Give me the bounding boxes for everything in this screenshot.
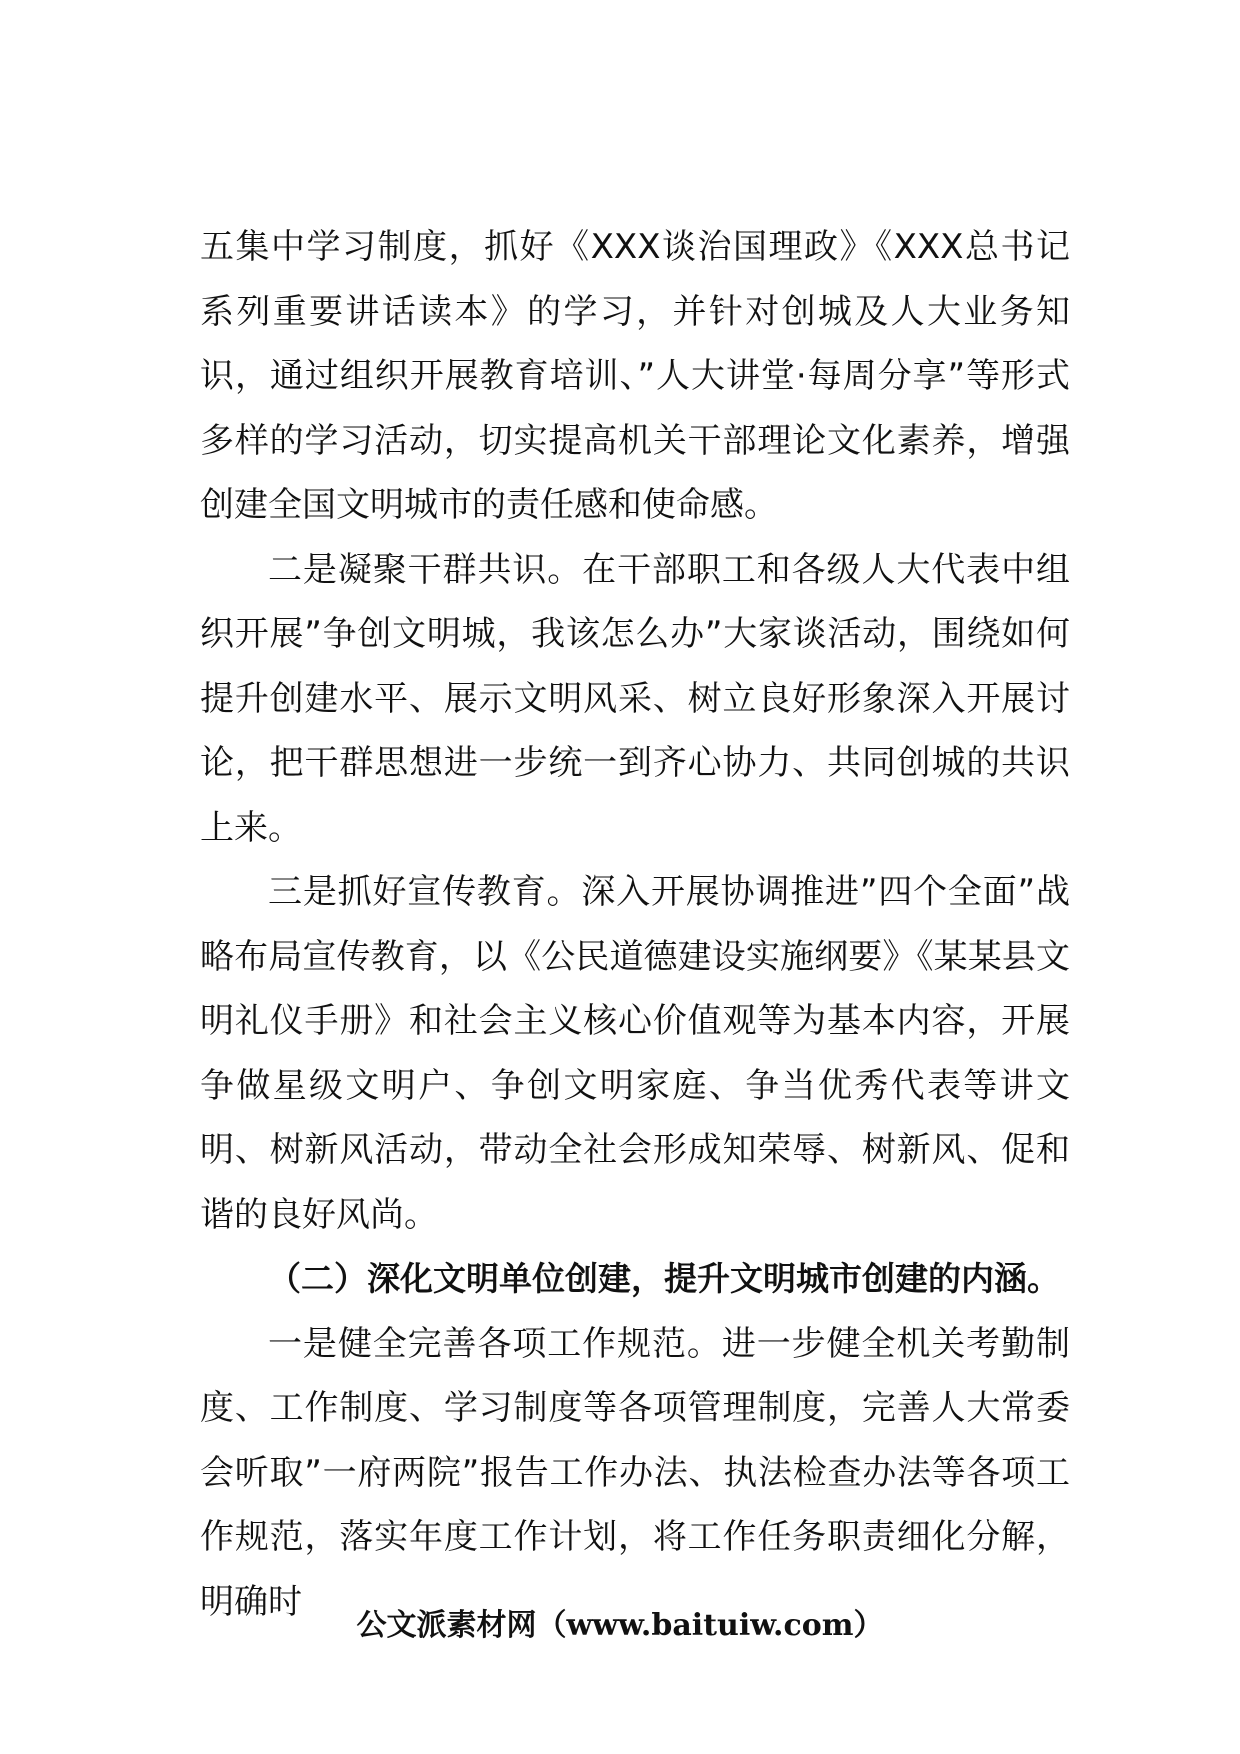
document-body	[200, 215, 1070, 1634]
section-heading: （二）深化文明单位创建，提升文明城市创建的内涵。	[268, 1259, 1060, 1298]
paragraph-work-norms: 一是健全完善各项工作规范。进一步健全机关考勤制度、工作制度、学习制度等各项管理制度，完善人大常委会听取”一府两院”报告工作办法、执法检查办法等各项工作规范，落实年度工作计划，将工作任务职责细化分解，明确时	[200, 1323, 1070, 1622]
paragraph-continuation: 五集中学习制度，抓好《XXX谈治国理政》《XXX总书记系列重要讲话读本》的学习，并针对创城及人大业务知识，通过组织开展教育培训、”人大讲堂·每周分享”等形式多样的学习活动，切实提高机关干部理论文化素养，增强创建全国文明城市的责任感和使命感。	[200, 227, 1070, 525]
footer-watermark: 公文派素材网（www.baituiw.com）	[356, 1608, 884, 1643]
paragraph-publicity: 三是抓好宣传教育。深入开展协调推进”四个全面”战略布局宣传教育，以《公民道德建设实施纲要》《某某县文明礼仪手册》和社会主义核心价值观等为基本内容，开展争做星级文明户、争创文明家庭、争当优秀代表等讲文明、树新风活动，带动全社会形成知荣辱、树新风、促和谐的良好风尚。	[200, 872, 1070, 1235]
paragraph-consensus: 二是凝聚干群共识。在干部职工和各级人大代表中组织开展”争创文明城，我该怎么办”大家谈活动，围绕如何提升创建水平、展示文明风采、树立良好形象深入开展讨论，把干群思想进一步统一到齐心协力、共同创城的共识上来。	[200, 549, 1070, 848]
